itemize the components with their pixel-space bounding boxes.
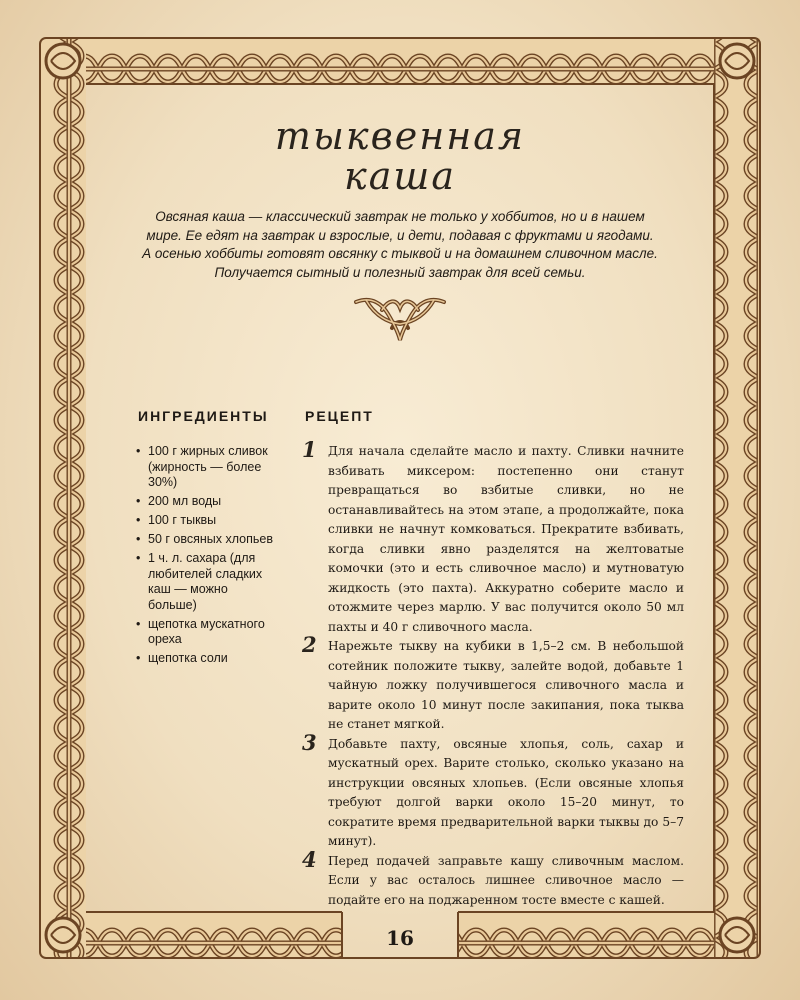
- ingredient-item: • 200 мл воды: [136, 494, 276, 510]
- step-text: Нарежьте тыкву на кубики в 1,5–2 см. В небольшой сотейник положите тыкву, залейте водой, добавьте 1 чайную ложку получившегося сливочного масла и варите около 10 минут после закипания, пока тыква не станет мягкой.: [328, 639, 684, 731]
- step-text: Для начала сделайте масло и пахту. Сливки начните взбивать миксером: постепенно они станут превращаться во взбитые сливки, но не останавливайтесь на этом этапе, а продолжайте, пока сливки не начнут комковаться. Прекратите взбивать, когда сливки явно разделятся на желтоватые комочки (это и есть сливочное масло) и мутноватую жидкость (это пахта). Аккуратно соберите масло и отожмите через марлю. У вас получится около 50 мл пахты и 40 г сливочного масла.: [328, 444, 684, 634]
- step-number: 4: [302, 846, 317, 872]
- step-number: 1: [302, 437, 317, 462]
- recipe-step: [302, 846, 684, 911]
- recipe-steps: [302, 437, 684, 910]
- ingredient-item: • 100 г тыквы: [136, 513, 276, 529]
- recipe-step: [302, 729, 684, 852]
- recipe-step: [302, 632, 684, 735]
- page-number: 16: [386, 926, 414, 950]
- recipe-title-line1: тыквенная: [274, 114, 526, 158]
- step-number: 2: [302, 632, 317, 657]
- recipe-title-line2: каша: [344, 154, 456, 198]
- recipe-step: [302, 437, 684, 637]
- ingredient-item: • щепотка соли: [136, 651, 276, 667]
- recipe-intro: Овсяная каша — классический завтрак не только у хоббитов, но и в нашем мире. Ее едят на завтрак и взрослые, и дети, подавая с фруктами и ягодами. А осенью хоббиты готовят овсянку с тыквой и на домашнем сливочном масле. Получается сытный и полезный завтрак для всей семьи.: [142, 209, 658, 280]
- celtic-knot-ornament-icon: [352, 292, 448, 344]
- ingredients-list: [136, 444, 276, 670]
- step-text: Перед подачей заправьте кашу сливочным маслом. Если у вас осталось лишнее сливочное масло — подайте его на поджаренном тосте вместе с кашей.: [328, 853, 684, 907]
- ingredient-item: • 100 г жирных сливок (жирность — более 30%): [136, 444, 276, 491]
- ingredient-item: • щепотка мускатного ореха: [136, 617, 276, 648]
- ingredient-item: • 1 ч. л. сахара (для любителей сладких каш — можно больше): [136, 551, 276, 613]
- step-text: Добавьте пахту, овсяные хлопья, соль, сахар и мускатный орех. Варите столько, сколько указано на инструкции овсяных хлопьев. (Если овсяные хлопья требуют долгой варки около 15–20 минут, то сократите время предварительной варки тыквы до 5–7 минут).: [328, 736, 684, 848]
- step-number: 3: [302, 729, 317, 755]
- ingredient-item: • 50 г овсяных хлопьев: [136, 532, 276, 548]
- ingredients-heading: ИНГРЕДИЕНТЫ: [138, 408, 269, 424]
- recipe-heading: РЕЦЕПТ: [305, 408, 374, 424]
